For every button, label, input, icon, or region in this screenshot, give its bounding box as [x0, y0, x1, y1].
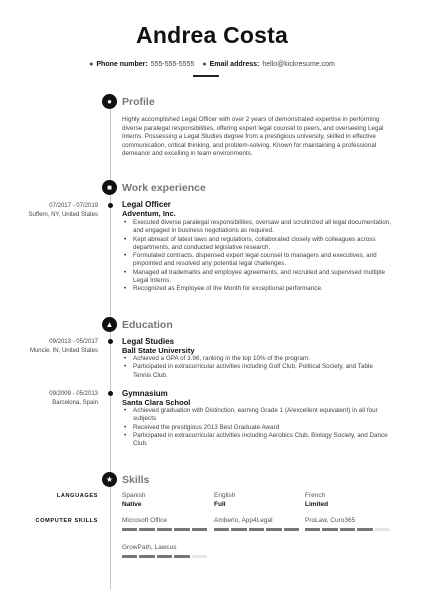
degree-title: Legal Studies	[122, 337, 175, 346]
list-item: • Received the prestigious 2013 Best Graduate Award	[122, 424, 392, 432]
section-title-profile: Profile	[122, 96, 155, 108]
job-company: Adventum, Inc.	[122, 209, 176, 218]
skill-name: Amberlo, App4Legal	[214, 517, 273, 524]
skill-level-segment	[249, 528, 264, 531]
skill-name: ProLaw, Curo365	[305, 517, 356, 524]
skill-level-segment	[157, 528, 172, 531]
languages-label: LANGUAGES	[56, 493, 98, 499]
timeline-dot	[108, 203, 113, 208]
list-item: • Formulated contracts, dispensed expert legal counsel to managers and executives, and pinpointed and resolved any potential legal challenges.	[122, 252, 392, 269]
section-title-education: Education	[122, 319, 173, 331]
skill-name: GrowPath, Lawcus	[122, 544, 177, 551]
list-item: • Kept abreast of latest laws and regulations, collaborated closely with colleagues across departments, and conducted legislative research.	[122, 236, 392, 253]
edu-location: Muncie, IN, United States	[29, 347, 98, 354]
school-name: Ball State University	[122, 346, 195, 355]
list-item: • Achieved graduation with Distinction, earning Grade 1 (A/excellent equivalent) in all four subjects	[122, 407, 392, 424]
profile-text: Highly accomplished Legal Officer with over 2 years of demonstrated expertise in performing diverse paralegal responsibilities, offering expert legal counsel to peers, and overseeing Legal Interns. Possessing a Legal Studies degree from a prestigious university, skilled in effective communication, critical thinking, and problem-solving. Known for maintaining a professional demeanor and excelling in team environments.	[122, 116, 384, 158]
bullet-icon: ●	[89, 61, 94, 68]
skill-level-segment	[266, 528, 281, 531]
list-item: • Recognized as Employee of the Month for exceptional performance.	[122, 285, 392, 293]
work-date-range: 07/2017 - 07/2019	[49, 203, 98, 209]
list-item: • Executed diverse paralegal responsibilities, oversaw and scrutinized all legal documentation, and engaged in business negotiations as required.	[122, 219, 392, 236]
list-item: • Participated in extracurricular activities including Golf Club, Political Society, and Table Tennis Club.	[122, 363, 392, 380]
list-item: • Participated in extracurricular activities including Aerobics Club, Biology Society, and Dance Club.	[122, 432, 392, 449]
email-label: Email address:	[209, 61, 260, 68]
work-location: Suffern, NY, United States	[28, 211, 98, 218]
edu-location: Barcelona, Spain	[52, 399, 98, 406]
list-item: • Achieved a GPA of 3.96, ranking in the top 10% of the program.	[122, 355, 392, 363]
language-level: Limited	[305, 501, 329, 508]
skill-level-bar	[305, 528, 390, 531]
contact-line	[0, 61, 424, 68]
section-title-work: Work experience	[122, 182, 206, 194]
skill-level-segment	[340, 528, 355, 531]
phone-label: Phone number:	[96, 61, 148, 68]
skill-level-segment	[139, 528, 154, 531]
skill-level-segment	[322, 528, 337, 531]
skill-level-segment	[284, 528, 299, 531]
degree-title: Gymnasium	[122, 389, 168, 398]
work-dates	[18, 202, 98, 219]
language-name: French	[305, 492, 326, 499]
skill-level-bar	[122, 528, 207, 531]
job-bullets	[122, 219, 392, 294]
skill-level-segment	[357, 528, 372, 531]
skill-level-bar	[214, 528, 299, 531]
edu-bullets	[122, 355, 392, 380]
timeline-dot	[108, 391, 113, 396]
language-level: Native	[122, 501, 142, 508]
edu-date-range: 09/2013 - 05/2017	[49, 339, 98, 345]
edu-date-range: 09/2009 - 05/2013	[49, 391, 98, 397]
language-level: Full	[214, 501, 226, 508]
phone-value: 555-555-5555	[150, 61, 195, 68]
star-icon: ★	[102, 472, 117, 487]
skill-level-segment	[192, 528, 207, 531]
edu-dates	[18, 338, 98, 355]
section-title-skills: Skills	[122, 474, 150, 486]
language-name: English	[214, 492, 236, 499]
timeline-dot	[108, 339, 113, 344]
skill-level-segment	[122, 528, 137, 531]
skill-level-segment	[174, 555, 189, 558]
skill-level-bar	[122, 555, 207, 558]
skill-level-segment	[192, 555, 207, 558]
computer-skills-label: COMPUTER SKILLS	[35, 518, 98, 524]
bullet-icon: ●	[202, 61, 207, 68]
skill-level-segment	[214, 528, 229, 531]
school-name: Santa Clara School	[122, 398, 191, 407]
skill-level-segment	[375, 528, 390, 531]
language-name: Spanish	[122, 492, 146, 499]
skill-level-segment	[231, 528, 246, 531]
skill-level-segment	[122, 555, 137, 558]
skill-level-segment	[305, 528, 320, 531]
graduation-cap-icon: ▲	[102, 317, 117, 332]
skill-level-segment	[174, 528, 189, 531]
header-divider	[193, 75, 219, 77]
edu-bullets	[122, 407, 392, 448]
skill-name: Microsoft Office	[122, 517, 168, 524]
email-value: hello@kickresume.com	[262, 61, 335, 68]
briefcase-icon: ■	[102, 180, 117, 195]
candidate-name: Andrea Costa	[136, 22, 288, 48]
list-item: • Managed all trademarks and employee agreements, and recruited and supervised multiple Legal Interns.	[122, 269, 392, 286]
edu-dates	[18, 390, 98, 407]
person-icon: ●	[102, 94, 117, 109]
skill-level-segment	[139, 555, 154, 558]
skill-level-segment	[157, 555, 172, 558]
job-title: Legal Officer	[122, 200, 171, 209]
